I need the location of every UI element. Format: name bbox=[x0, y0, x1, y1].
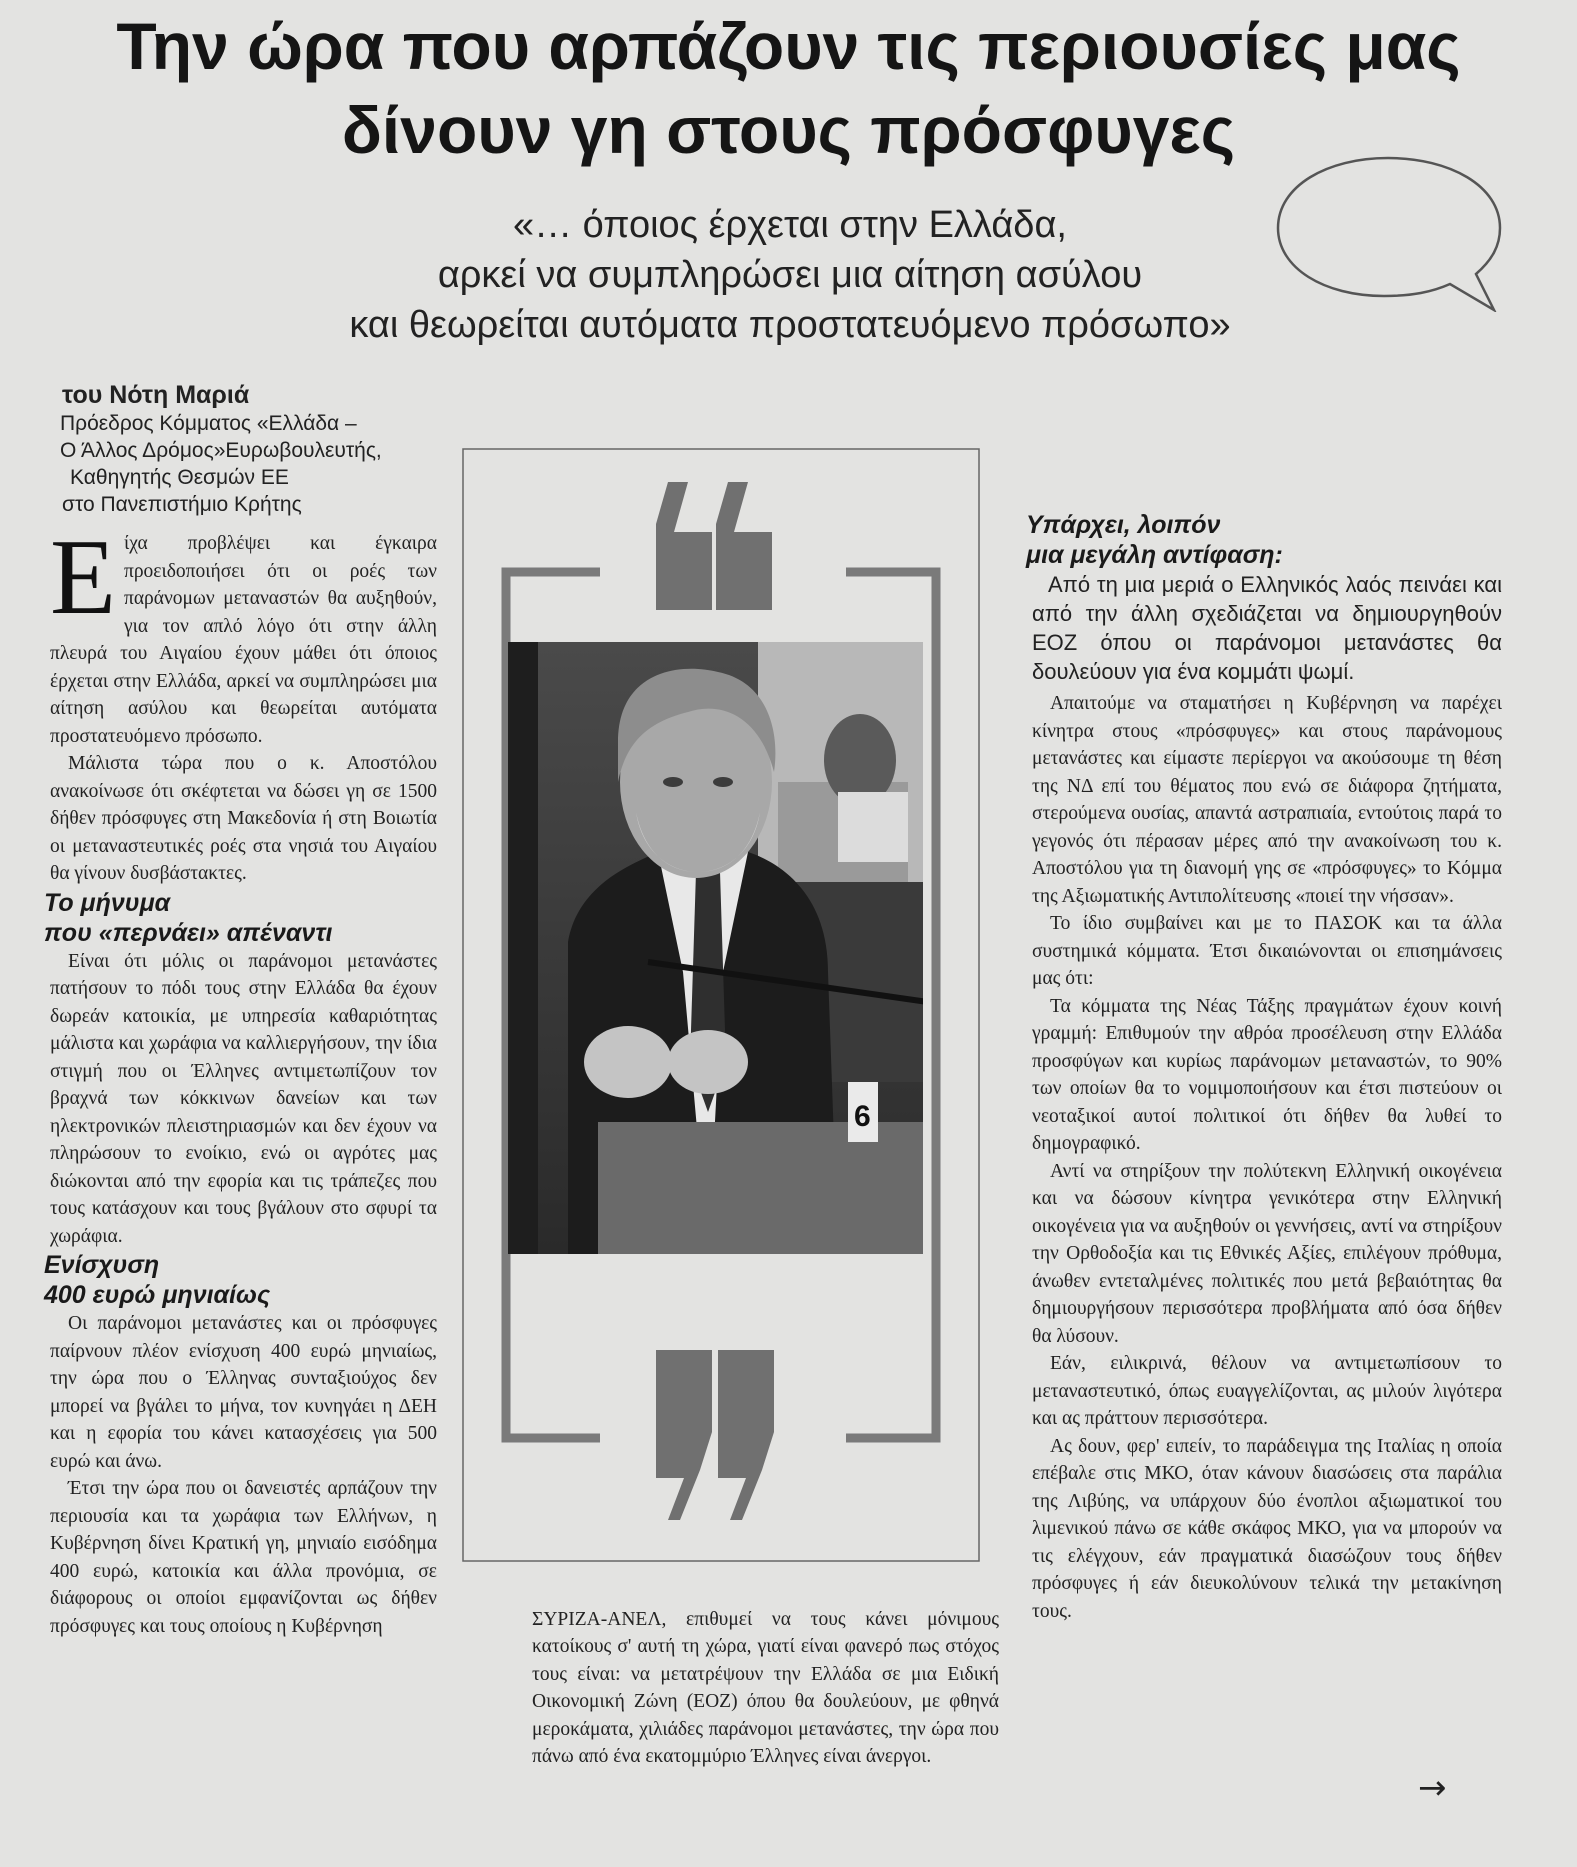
article-paragraph: Είναι ότι μόλις οι παράνομοι μετανάστες πατήσουν το πόδι τους στην Ελλάδα θα έχουν δωρεάν κατοικία, με υπηρεσία καθαριότητας μάλιστα και χωράφια να καλλιεργήσουν, την ίδια στιγμή που οι Έλληνες αντιμετωπίζουν τον βραχνά των κόκκινων δανείων και των ηλεκτρονικών πλειστηριασμών και δεν έχουν να πληρώσουν το ενοίκιο, ενώ οι αγρότες μας διώκονται από την εφορία και τις τράπεζες που τους κατάσχουν και τους βγάλουν στο σφυρί τα χωράφια. bbox=[50, 950, 437, 1247]
subhead-line-1: «… όποιος έρχεται στην Ελλάδα, bbox=[512, 204, 1067, 246]
article-column-left bbox=[44, 518, 437, 1640]
continue-arrow-icon: → bbox=[1418, 1768, 1447, 1808]
section-heading bbox=[44, 888, 437, 948]
article-paragraph bbox=[50, 518, 437, 750]
subhead-line-3: και θεωρείται αυτόματα προστατευόμενο πρόσωπο» bbox=[349, 304, 1231, 346]
author-role-line-2: Ο Άλλος Δρόμος»Ευρωβουλευτής, bbox=[60, 439, 382, 462]
article-paragraph: Το ίδιο συμβαίνει και με το ΠΑΣΟΚ και τα άλλα συστημικά κόμματα. Έτσι δικαιώνονται οι επισημάνσεις μας ότι: bbox=[1032, 913, 1502, 989]
author-role-line-1: Πρόεδρος Κόμματος «Ελλάδα – bbox=[60, 412, 357, 435]
article-column-right bbox=[1026, 510, 1502, 1625]
article-paragraph: Έτσι την ώρα που οι δανειστές αρπάζουν την περιουσία και τα χωράφια των Ελλήνων, η Κυβέρνηση δίνει Κρατική γη, μηνιαίο εισόδημα 400 ευρώ, κατοικία και άλλα προνόμια, σε διάφορους οι οποίοι εμφανίζονται ως δήθεν πρόσφυγες και τους οποίους η Κυβέρνηση bbox=[50, 1478, 437, 1637]
author-role-line-3: Καθηγητής Θεσμών ΕΕ bbox=[70, 466, 289, 489]
headline-line-2: δίνουν γη στους πρόσφυγες bbox=[341, 93, 1236, 167]
section-heading-line-1: Ενίσχυση bbox=[44, 1251, 160, 1279]
section-heading-line-2: μια μεγάλη αντίφαση: bbox=[1026, 541, 1283, 569]
article-paragraph: Αντί να στηρίξουν την πολύτεκνη Ελληνική οικογένεια και να δώσουν κίνητρα γενικότερα στην Ελληνική οικογένεια για να αυξηθούν οι γεννήσεις, αντί να στηρίξουν την Ορθοδοξία και τις Εθνικές Αξίες, επιλέγουν πρόθυμα, άνωθεν εντεταλμένες πολιτικές που μετά βεβαιότητας θα δημιουργήσουν περισσότερα προβλήματα από όσα δήθεν θα λύσουν. bbox=[1032, 1160, 1502, 1347]
section-heading-line-2: 400 ευρώ μηνιαίως bbox=[44, 1281, 271, 1309]
headline-line-1: Την ώρα που αρπάζουν τις περιουσίες μας bbox=[116, 9, 1461, 83]
article-paragraph: Απαιτούμε να σταματήσει η Κυβέρνηση να παρέχει κίνητρα στους «πρόσφυγες» και στους παράνομους μετανάστες και είμαστε περίεργοι να ακούσουμε τη θέση της ΝΔ επί του θέματος που ενώ σε διάφορα ζητήματα, στερούμενα ουσίας, απαντά αστραπιαία, εντούτοις παρά το γεγονός ότι πέρασαν μέρες από την ανακοίνωση του κ. Αποστόλου για τη διανομή γης σε «πρόσφυγες» το Κόμμα της Αξιωματικής Αντιπολίτευσης «ποιεί την νήσσαν». bbox=[1032, 693, 1502, 907]
article-paragraph: Μάλιστα τώρα που ο κ. Αποστόλου ανακοίνωσε ότι σκέφτεται να δώσει γη σε 1500 δήθεν πρόσφυγες στη Μακεδονία ή στη Βοιωτία οι μεταναστευτικές ροές στα νησιά του Αιγαίου θα γίνουν δυσβάστακτες. bbox=[50, 753, 437, 884]
article-paragraph: ΣΥΡΙΖΑ-ΑΝΕΛ, επιθυμεί να τους κάνει μόνιμους κατοίκους σ' αυτή τη χώρα, γιατί είναι φανερό πως στόχος τους είναι: να μετατρέψουν την Ελλάδα σε μια Ειδική Οικονομική Ζώνη (ΕΟΖ) όπου θα δουλεύουν, με φθηνά μεροκάματα, χιλιάδες παράνομοι μετανάστες, την ώρα που πάνω από ένα εκατομμύριο Έλληνες είναι άνεργοι. bbox=[532, 1608, 999, 1767]
author-name: του Νότη Μαριά bbox=[62, 381, 250, 409]
article-paragraph: Τα κόμματα της Νέας Τάξης πραγμάτων έχουν κοινή γραμμή: Επιθυμούν την αθρόα προσέλευση στην Ελλάδα προσφύγων και κυρίως παράνομων μεταναστών, το 90% των οποίων θα το νομιμοποιήσουν και έτσι πιστεύουν οι νεοταξικοί αυτοί πολιτικοί ότι δήθεν θα λυθεί το δημογραφικό. bbox=[1032, 995, 1502, 1154]
subhead-line-2: αρκεί να συμπληρώσει μια αίτηση ασύλου bbox=[437, 254, 1143, 296]
article-paragraph: Εάν, ειλικρινά, θέλουν να αντιμετωπίσουν το μεταναστευτικό, όπως ευαγγελίζονται, ας μιλούν λιγότερα και ας πράττουν περισσότερα. bbox=[1032, 1353, 1502, 1429]
byline bbox=[60, 380, 440, 518]
article-column-middle bbox=[532, 1586, 999, 1790]
author-role-line-4: στο Πανεπιστήμιο Κρήτης bbox=[62, 493, 302, 516]
article-paragraph: Οι παράνομοι μετανάστες και οι πρόσφυγες παίρνουν πλέον ενίσχυση 400 ευρώ μηνιαίως, την ώρα που ο Έλληνας συνταξιούχος δεν μπορεί να βγάλει το μήνα, τον κυνηγάει η ΔΕΗ και η εφορία του κάνει κατασχέσεις για 500 ευρώ και άνω. bbox=[50, 1313, 437, 1472]
article-paragraph: Ας δουν, φερ' ειπείν, το παράδειγμα της Ιταλίας η οποία επέβαλε στις ΜΚΟ, όταν κάνουν διασώσεις στα παράλια της Λιβύης, να υπάρχουν δύο ένοπλοι αξιωματικοί του λιμενικού πάνω σε κάθε σκάφος ΜΚΟ, για να μπορούν να τις ελέγχουν, εάν πραγματικά διασώζουν τους δήθεν πρόσφυγες ή εάν διευκολύνουν τελικά την μετακίνηση τους. bbox=[1032, 1435, 1502, 1622]
paragraph-text: ίχα προβλέψει και έγκαιρα προειδοποιήσει ότι οι ροές των παράνομων μεταναστών θα αυξηθούν, για τον απλό λόγο ότι στην άλλη πλευρά του Αιγαίου έχουν μάθει ότι όποιος έρχεται στην Ελλάδα, αρκεί να συμπληρώσει μια αίτηση ασύλου και θεωρείται αυτόματα προστατευόμενο πρόσωπο. bbox=[50, 533, 437, 747]
drop-cap: Ε bbox=[50, 518, 116, 637]
section-heading bbox=[1026, 510, 1502, 570]
headline bbox=[0, 4, 1577, 172]
section-heading bbox=[44, 1250, 437, 1310]
seat-number: 6 bbox=[854, 1100, 871, 1133]
article-paragraph: Από τη μια μεριά ο Ελληνικός λαός πεινάει και από την άλλη σχεδιάζεται να δημιουργηθούν ΕΟΖ όπου οι παράνομοι μετανάστες θα δουλεύουν για ένα κομμάτι ψωμί. bbox=[1032, 572, 1502, 684]
author-role bbox=[60, 410, 440, 518]
section-heading-line-1: Το μήνυμα bbox=[44, 888, 171, 917]
section-heading-line-1: Υπάρχει, λοιπόν bbox=[1026, 511, 1221, 539]
author-photo bbox=[508, 642, 923, 1254]
pull-quote-subhead bbox=[190, 200, 1390, 350]
close-quote-icon bbox=[656, 1350, 774, 1520]
section-heading-line-2: που «περνάει» απέναντι bbox=[44, 918, 333, 947]
open-quote-icon bbox=[656, 482, 772, 610]
